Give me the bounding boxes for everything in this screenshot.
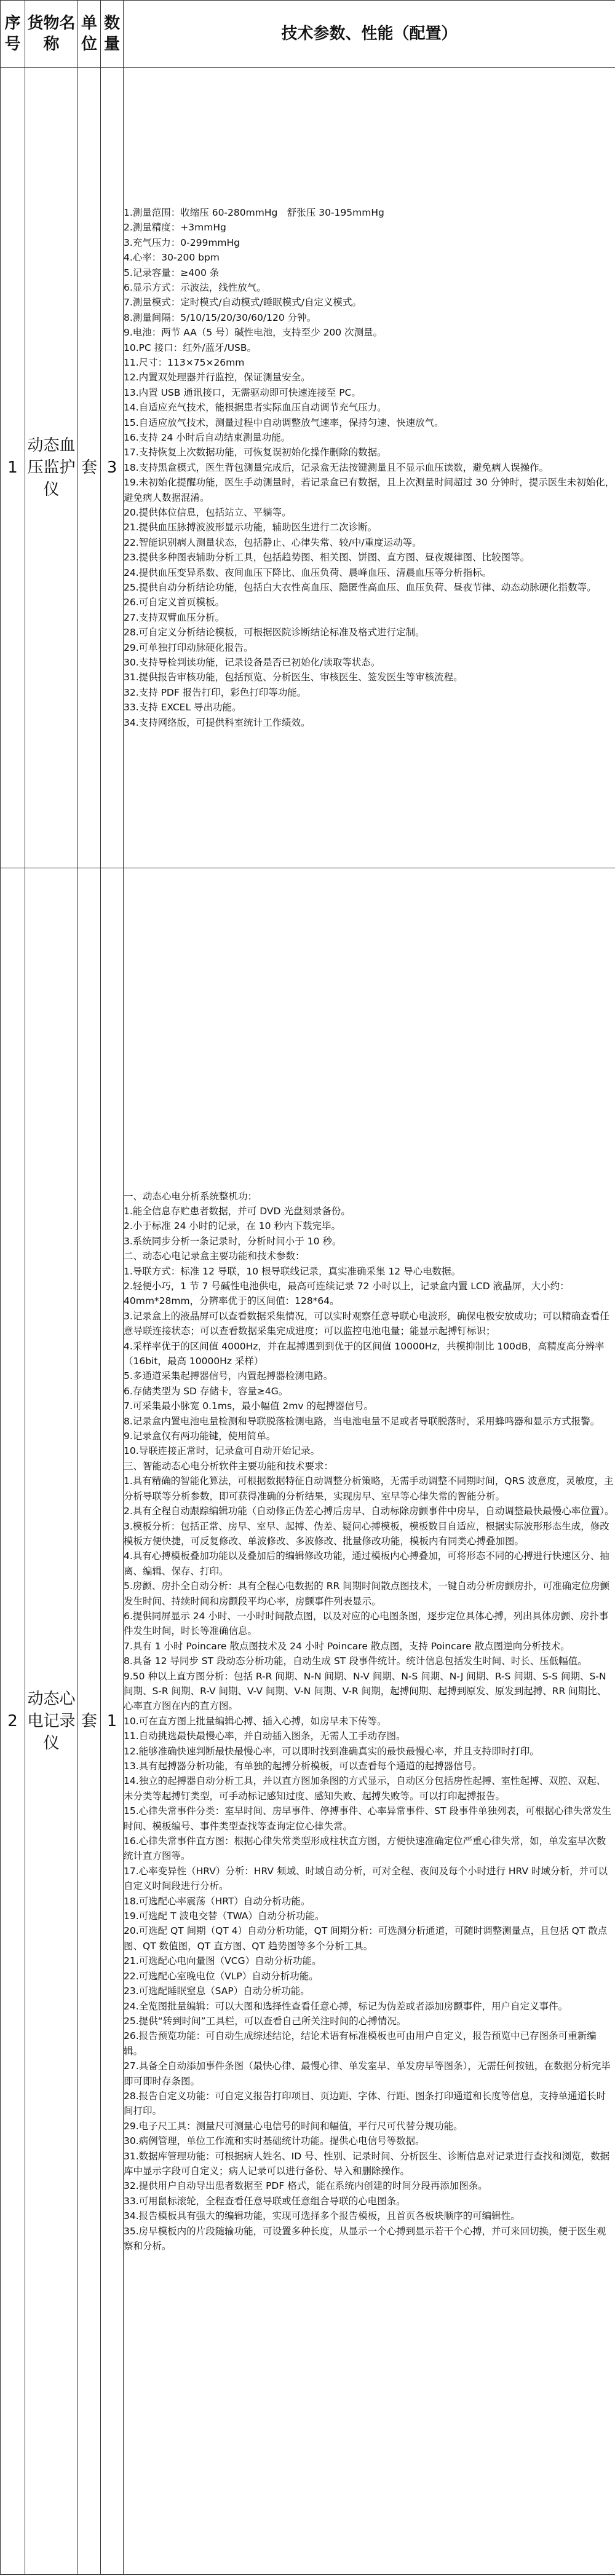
spec-line: 26.可自定义首页模板。	[124, 597, 225, 608]
row-quantity: 1	[101, 868, 124, 2575]
spec-line: 28.可自定义分析结论模板，可根据医院诊断结论标准及格式进行定制。	[124, 627, 425, 638]
spec-line: 2.测量精度：+3mmHg	[124, 222, 226, 234]
spec-line: 19.未初始化提醒功能，医生手动测量时，若记录盒已有数据，且上次测量时间超过 30 分钟时，提示医生未初始化，避免病人数据混淆。	[124, 477, 615, 503]
spec-line: 6.存储类型为 SD 存储卡，容量≥4G。	[124, 1385, 288, 1397]
spec-line: 8.测量间隔：5/10/15/20/30/60/120 分钟。	[124, 312, 317, 323]
spec-line: 一、动态心电分析系统整机功：	[124, 1190, 258, 1202]
header-index: 序号	[1, 1, 25, 68]
spec-line: 21.提供血压脉搏波波形显示功能，辅助医生进行二次诊断。	[124, 522, 378, 533]
spec-line: 14.自适应充气技术，能根据患者实际血压自动调节充气压力。	[124, 402, 387, 414]
row-quantity: 3	[101, 68, 124, 868]
spec-line: 4.具有心搏模板叠加功能以及叠加后的编辑修改功能，通过模板内心搏叠加，可将形态不同的心搏进行快速区分、抽离、编辑、保存、打印。	[124, 1550, 609, 1577]
spec-line: 1.测量范围：收缩压 60-280mmHg 舒张压 30-195mmHg	[124, 206, 384, 218]
spec-line: 25.提供“转到时间”工具栏，可以查看自己所关注时间的心搏情况。	[124, 2015, 407, 2027]
spec-line: 3.充气压力：0-299mmHg	[124, 237, 240, 248]
spec-list	[124, 1189, 615, 2254]
spec-line: 21.可选配心电向量图（VCG）自动分析功能。	[124, 1955, 322, 1967]
spec-line: 8.具备 12 导同步 ST 段动态分析功能，自动生成 ST 段事件统计。统计信息包括发生时间、时长、压低幅值。	[124, 1655, 587, 1667]
spec-line: 30.支持导检判读功能，记录设备是否已初始化/读取等状态。	[124, 657, 381, 669]
spec-line: 23.提供多种图表辅助分析工具，包括趋势图、相关图、饼图、直方图、昼夜规律图、比较图等。	[124, 552, 530, 564]
spec-line: 10.PC 接口：红外/蓝牙/USB。	[124, 342, 257, 353]
spec-line: 18.支持黑盒模式，医生背包测量完成后，记录盒无法按键测量且不显示血压读数，避免病人误操作。	[124, 461, 549, 473]
row-unit: 套	[78, 68, 101, 868]
spec-line: 三、智能动态心电分析软件主要功能和技术要求：	[124, 1460, 334, 1472]
spec-line: 5.房颤、房扑全自动分析：具有全程心电数据的 RR 间期时间散点图技术，一键自动分析房颤房扑，可准确定位房颤发生时间、持续时间和房颤段平均心率，房颤事件列表显示。	[124, 1581, 610, 1607]
spec-line: 22.智能识别病人测量状态，包括静止、心律失常、较/中/重度运动等。	[124, 536, 422, 548]
spec-line: 32.提供用户自动导出患者数据至 PDF 格式，能在系统内创建的时间分段再添加图条。	[124, 2180, 488, 2192]
header-item-name: 货物名称	[25, 1, 78, 68]
spec-line: 35.房早模板内的片段随输功能，可设置多种长度，从显示一个心搏到显示若干个心搏，并可来回切换，便于医生观察和分析。	[124, 2225, 606, 2252]
spec-line: 24.全览图批量编辑：可以大图和选择性查看任意心搏，标记为伪差或者添加房颤事件，用户自定义事件。	[124, 2000, 568, 2012]
spec-line: 17.支持恢复上次数据功能，可恢复误初始化操作删除的数据。	[124, 447, 387, 458]
spec-line: 10.导联连接正常时，记录盒可自动开始记录。	[124, 1445, 320, 1457]
spec-line: 1.具有精确的智能化算法，可根据数据特征自动调整分析策略，无需手动调整不同期时间，QRS 波意度，灵敏度，主分析导联等分析参数，即可获得准确的分析结果，实现房早、室早等心律失常的智能分析。	[124, 1475, 614, 1502]
spec-line: 28.报告自定义功能：可自定义报告打印项目、页边距、字体、行距、图条打印通道和长度等信息，支持单通道长时间打印。	[124, 2090, 606, 2117]
row-index: 2	[1, 868, 25, 2575]
spec-line: 14.独立的起搏器自动分析工具，并以直方图加条图的方式显示，自动区分包括房性起搏、室性起搏、双腔、双起、未分类等起搏钉类型，可手动标记感知过度、感知失败、起搏失败等。可以打印起搏报告。	[124, 1775, 606, 1802]
spec-line: 34.报告模板具有强大的编辑功能，实现可选择多个报告模板，且首页各板块顺序的可编辑性。	[124, 2210, 520, 2222]
spec-line: 15.自适应放气技术，测量过程中自动调整放气速率，保持匀速、快速放气。	[124, 417, 444, 428]
spec-line: 16.支持 24 小时后自动结束测量功能。	[124, 431, 291, 443]
spec-line: 33.支持 EXCEL 导出功能。	[124, 702, 242, 713]
spec-line: 12.内置双处理器并行监控，保证测量安全。	[124, 372, 311, 383]
spec-line: 6.提供同屏显示 24 小时、一小时时间散点图，以及对应的心电图条图，逐步定位具体心搏，列出具体房颤、房扑事件发生时间，时长等准确信息。	[124, 1610, 609, 1637]
spec-line: 27.支持双臂血压分析。	[124, 611, 225, 623]
spec-line: 20.可选配 QT 间期（QT 4）自动分析功能，QT 间期分析：可选测分析通道，可随时调整测量点，且包括 QT 散点图、QT 数值图，QT 直方图、QT 趋势图等多个分析工具。	[124, 1925, 608, 1952]
spec-line: 10.可在直方图上批量编辑心搏、插入心搏，如房早未下传等。	[124, 1715, 387, 1727]
header-row	[1, 1, 615, 68]
spec-line: 30.病例管理，单位工作流和实时基础统计功能。提供心电信号等数据。	[124, 2135, 425, 2147]
spec-line: 17.心率变异性（HRV）分析：HRV 频域、时域自动分析，可对全程、夜间及每个小时进行 HRV 时域分析，并可以自定义时间段进行分析。	[124, 1865, 608, 1892]
spec-line: 7.具有 1 小时 Poincare 散点图技术及 24 小时 Poincare 散点图，支持 Poincare 散点图逆向分析技术。	[124, 1640, 570, 1652]
spec-line: 29.电子尺工具：测量尺可测量心电信号的时间和幅值，平行尺可代替分规功能。	[124, 2120, 463, 2132]
spec-line: 7.可采集最小脉宽 0.1ms，最小幅值 2mv 的起搏器信号。	[124, 1400, 374, 1412]
spec-line: 22.可选配心室晚电位（VLP）自动分析功能。	[124, 1970, 319, 1982]
spec-line: 6.显示方式：示波法，线性放气。	[124, 281, 266, 293]
header-unit: 单位	[78, 1, 101, 68]
spec-line: 29.可单独打印动脉硬化报告。	[124, 642, 253, 653]
spec-line: 1.能全信息存贮患者数据，并可 DVD 光盘刻录备份。	[124, 1205, 351, 1217]
spec-line: 2.具有全程自动跟踪编辑功能（自动修正伪差心搏后房早、自动标除房颤事件中房早，自动调整最快最慢心率位置）。	[124, 1506, 614, 1517]
spec-line: 31.提供报告审核功能，包括预览、分析医生、审核医生、签发医生等审核流程。	[124, 672, 463, 683]
spec-line: 18.可选配心率震荡（HRT）自动分析功能。	[124, 1895, 311, 1907]
spec-line: 1.导联方式：标准 12 导联，10 根导联线记录，真实准确采集 12 导心电数据。	[124, 1265, 461, 1277]
spec-line: 2.小于标准 24 小时的记录，在 10 秒内下载完毕。	[124, 1220, 341, 1232]
spec-line: 7.测量模式：定时模式/自动模式/睡眠模式/自定义模式。	[124, 297, 362, 308]
spec-line: 4.采样率优于的区间值 4000Hz，并在起搏遇到到优于的区间值 10000Hz，共模抑制比 100dB，高精度高分辨率（16bit，最高 10000Hz 采样）	[124, 1340, 605, 1367]
row-index: 1	[1, 68, 25, 868]
spec-line: 25.提供自动分析结论功能，包括白大衣性高血压、隐匿性高血压、血压负荷、昼夜节律、动态动脉硬化指数等。	[124, 582, 597, 594]
spec-line: 二、动态心电记录盒主要功能和技术参数：	[124, 1251, 305, 1262]
spec-line: 2.轻便小巧，1 节 7 号碱性电池供电，最高可连续记录 72 小时以上，记录盒内置 LCD 液晶屏，大小约：40mm*28mm，分辨率优于的区间值：128*64。	[124, 1281, 569, 1307]
spec-line: 13.内置 USB 通讯接口，无需驱动即可快速连接至 PC。	[124, 387, 361, 398]
spec-line: 13.具有起搏器分析功能，有单独的起搏分析模板，可以查看每个通道的起搏器信号。	[124, 1761, 482, 1772]
row-specs	[124, 68, 615, 868]
spec-line: 5.记录容量：≥400 条	[124, 267, 220, 278]
spec-line: 9.记录盒仅有两功能键，使用简单。	[124, 1431, 276, 1442]
spec-line: 32.支持 PDF 报告打印，彩色打印等功能。	[124, 686, 307, 698]
spec-line: 3.记录盒上的液晶屏可以查看数据采集情况，可以实时观察任意导联心电波形，确保电极安放成功；可以精确查看任意导联连接状态；可以查看数据采集完成进度；可以监控电池电量；能显示起搏钉标识；	[124, 1310, 609, 1337]
row-unit: 套	[78, 868, 101, 2575]
spec-line: 9.电池：两节 AA（5 号）碱性电池，支持至少 200 次测量。	[124, 327, 383, 339]
spec-line: 3.系统同步分析一条记录时，分析时间小于 10 秒。	[124, 1235, 342, 1247]
spec-list	[124, 205, 615, 730]
spec-line: 19.可选配 T 波电交替（TWA）自动分析功能。	[124, 1910, 325, 1922]
row-item-name: 动态血压监护仪	[25, 68, 78, 868]
spec-line: 11.尺寸：113×75×26mm	[124, 356, 245, 368]
table-row	[1, 68, 615, 868]
spec-line: 16.心律失常事件直方图：根据心律失常类型形成柱状直方图，方便快速准确定位严重心律失常，如，单发室早次数统计直方图等。	[124, 1836, 606, 1862]
row-item-name: 动态心电记录仪	[25, 868, 78, 2575]
spec-line: 12.能够准确快速判断最快最慢心率，可以即时找到准确真实的最快最慢心率，并且支持即时打印。	[124, 1745, 539, 1757]
spec-line: 3.模板分析：包括正常、房早、室早、起搏、伪差、疑问心搏模板，模板数目自适应，根据实际波形形态生成，修改模板方便快捷，可反复修改、单波修改、多波修改、批量修改功能，模板内有同类心搏叠加图。	[124, 1520, 609, 1547]
spec-line: 33.可用鼠标滚轮，全程查看任意导联或任意组合导联的心电图条。	[124, 2195, 406, 2207]
spec-line: 4.心率：30-200 bpm	[124, 252, 220, 264]
spec-line: 8.记录盒内置电池电量检测和导联脱落检测电路，当电池电量不足或者导联脱落时，采用蜂鸣器和显示方式报警。	[124, 1415, 600, 1427]
spec-line: 34.支持网络版，可提供科室统计工作绩效。	[124, 717, 311, 728]
spec-line: 27.具备全自动添加事件条图（最快心律、最慢心律、单发室早、单发房早等图条），无需任何按钮，在数据分析完毕即可即时存条图。	[124, 2060, 611, 2087]
row-specs	[124, 868, 615, 2575]
header-specs: 技术参数、性能（配置）	[124, 1, 615, 68]
spec-line: 15.心律失常事件分类：室早时间、房早事件、停搏事件、心率异常事件、ST 段事件单独列表，可根据心律失常发生时间、模板编号、事件类型查找等查询定位心律失常。	[124, 1805, 611, 1832]
spec-line: 20.提供体位信息，包括站立、平躺等。	[124, 507, 292, 519]
spec-line: 26.报告预览功能：可自动生成综述结论，结论术语有标准模板也可由用户自定义，报告预览中已存图条可重新编辑。	[124, 2030, 597, 2057]
spec-line: 24.提供血压变异系数、夜间血压下降比、血压负荷、晨峰血压、清晨血压等分析指标。	[124, 567, 492, 578]
spec-line: 31.数据库管理功能：可根据病人姓名、ID 号、性别、记录时间、分析医生、诊断信息对记录进行查找和浏览，数据库中显示字段可自定义；病人记录可以进行备份、导入和删除操作。	[124, 2150, 610, 2177]
spec-line: 5.多通道采集起搏器信号，内置起搏器检测电路。	[124, 1370, 333, 1382]
spec-line: 9.50 种以上直方图分析：包括 R-R 间期、N-N 间期、N-V 间期、N-S 间期、N-J 间期、R-S 间期、S-S 间期、S-N 间期、S-R 间期、R-V 间期、V-V 间期、V-N 间期、V-R 间期，起搏间期、起搏到原发、原发到起搏、RR 间期比、心率直方图在内的直方图。	[124, 1670, 607, 1712]
table-row	[1, 868, 615, 2575]
spec-line: 23.可选配睡眠窒息（SAP）自动分析功能。	[124, 1985, 310, 1997]
header-quantity: 数量	[101, 1, 124, 68]
spec-line: 11.自动挑选最快最慢心率，并自动插入图条，无需人工手动存图。	[124, 1730, 406, 1742]
